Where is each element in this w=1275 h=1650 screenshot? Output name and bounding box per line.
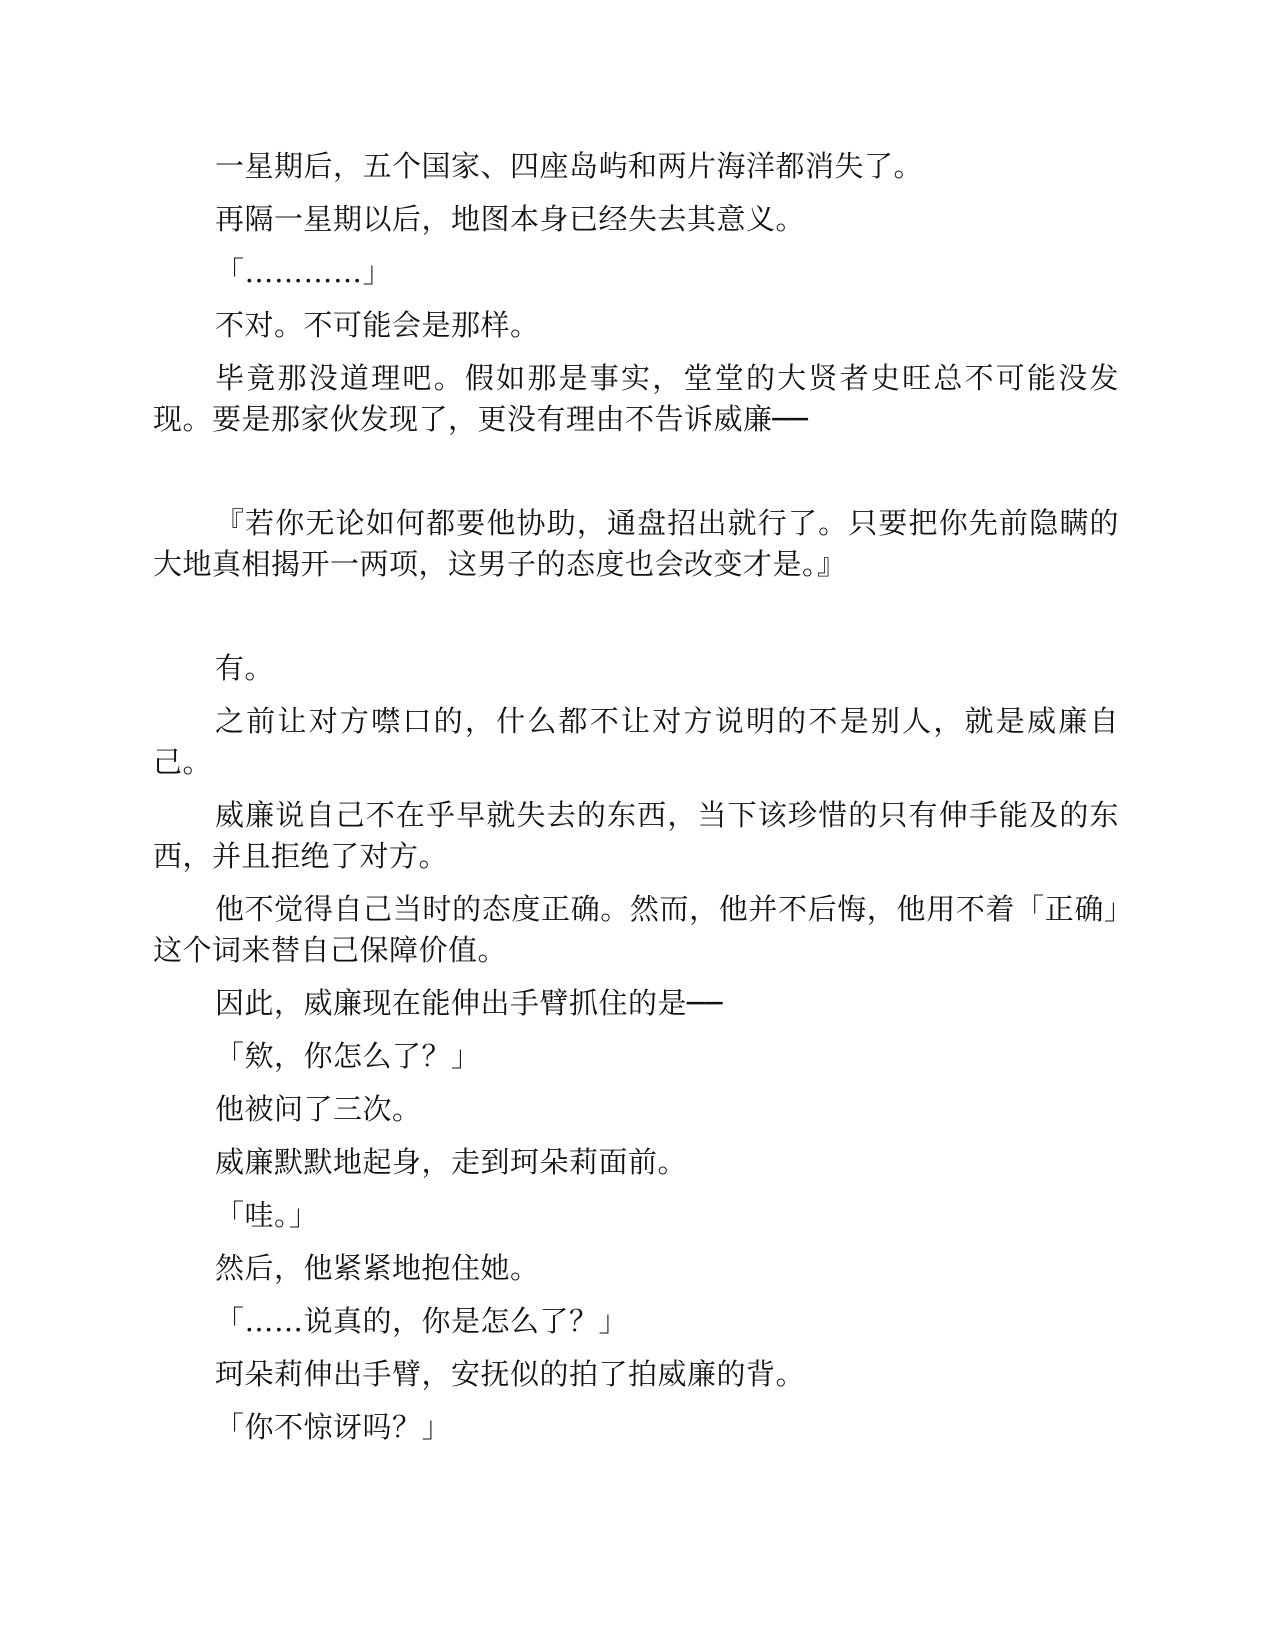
paragraph: 威廉默默地起身，走到珂朵莉面前。	[215, 1145, 688, 1179]
body-text	[153, 146, 1119, 1460]
section-break	[153, 597, 1119, 648]
quoted-paragraph: 『若你无论如何都要他协助，通盘招出就行了。只要把你先前隐瞒的大地真相揭开一两项，这男子的态度也会改变才是。』	[153, 506, 1119, 581]
dialogue-line: 「……说真的，你是怎么了？」	[215, 1304, 629, 1338]
dialogue-line: 「哇。」	[215, 1198, 319, 1232]
paragraph: 珂朵莉伸出手臂，安抚似的拍了拍威廉的背。	[215, 1357, 806, 1391]
paragraph: 因此，威廉现在能伸出手臂抓住的是──	[215, 986, 723, 1020]
paragraph: 之前让对方噤口的，什么都不让对方说明的不是别人，就是威廉自己。	[153, 704, 1119, 779]
paragraph: 他不觉得自己当时的态度正确。然而，他并不后悔，他用不着「正确」这个词来替自己保障价值。	[153, 892, 1119, 967]
paragraph: 有。	[215, 651, 275, 685]
paragraph: 「…………」	[215, 255, 393, 289]
section-break	[153, 452, 1119, 503]
paragraph: 再隔一星期以后，地图本身已经失去其意义。	[215, 202, 806, 236]
paragraph: 一星期后，五个国家、四座岛屿和两片海洋都消失了。	[215, 149, 924, 183]
dialogue-line: 「你不惊讶吗？」	[215, 1410, 452, 1444]
paragraph: 他被问了三次。	[215, 1092, 422, 1126]
dialogue-line: 「欸，你怎么了？」	[215, 1039, 481, 1073]
paragraph: 威廉说自己不在乎早就失去的东西，当下该珍惜的只有伸手能及的东西，并且拒绝了对方。	[153, 798, 1119, 873]
paragraph: 不对。不可能会是那样。	[215, 308, 540, 342]
paragraph: 然后，他紧紧地抱住她。	[215, 1251, 540, 1285]
paragraph: 毕竟那没道理吧。假如那是事实，堂堂的大贤者史旺总不可能没发现。要是那家伙发现了，更没有理由不告诉威廉──	[153, 361, 1119, 436]
